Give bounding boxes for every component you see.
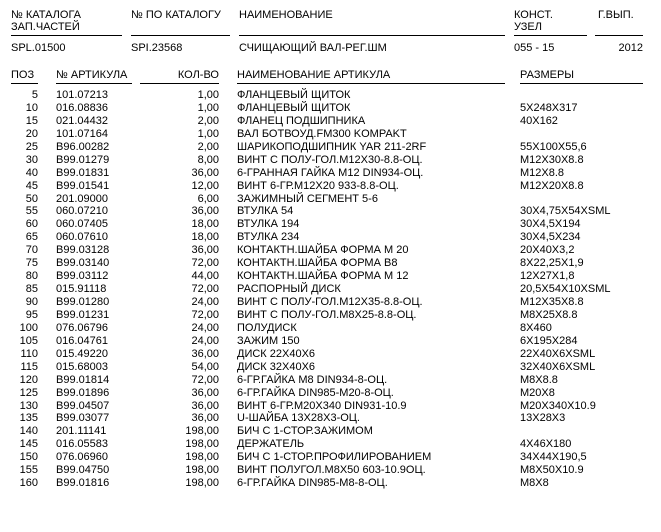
row-article: 016.08836 [56, 101, 108, 114]
table-row [0, 296, 661, 309]
row-article: B99.01816 [56, 477, 110, 490]
row-article: 060.07610 [56, 231, 108, 244]
table-row [0, 361, 661, 374]
column-underline [237, 83, 505, 84]
row-size: 34X44X190,5 [520, 451, 587, 464]
row-pos: 75 [25, 257, 38, 270]
row-article: 060.07210 [56, 205, 108, 218]
row-qty: 18,00 [191, 218, 219, 231]
table-row [0, 464, 661, 477]
row-article: 201.09000 [56, 192, 108, 205]
row-qty: 198,00 [185, 477, 219, 490]
row-pos: 25 [25, 140, 38, 153]
assembly-number: 055 - 15 [514, 42, 555, 54]
row-pos: 40 [25, 166, 38, 179]
table-row [0, 205, 661, 218]
row-pos: 60 [25, 218, 38, 231]
row-size: 12X27X1,8 [520, 270, 575, 283]
row-name: ЗАЖИМ 150 [237, 334, 300, 347]
row-name: РАСПОРНЫЙ ДИСК [237, 283, 341, 296]
table-row [0, 270, 661, 283]
row-article: 060.07405 [56, 218, 108, 231]
row-size: M12X30X8.8 [520, 153, 584, 166]
row-size: M8X25X8.8 [520, 308, 578, 321]
row-article: B99.01280 [56, 296, 110, 308]
row-qty: 72,00 [191, 283, 219, 296]
row-qty: 36,00 [191, 244, 219, 257]
row-qty: 72,00 [191, 373, 219, 386]
column-underline [11, 83, 38, 84]
row-size: M12X20X8.8 [520, 179, 584, 192]
row-qty: 1,00 [197, 101, 219, 114]
row-name: 6-ГР.ГАЙКА M8 DIN934-8-ОЦ. [237, 373, 388, 386]
table-row [0, 412, 661, 425]
row-article: 076.06960 [56, 451, 108, 464]
table-row [0, 231, 661, 244]
row-pos: 70 [25, 244, 38, 257]
row-qty: 24,00 [191, 296, 219, 308]
row-name: ВИНТ С ПОЛУ-ГОЛ.M8X25-8.8-ОЦ. [237, 308, 417, 321]
row-name: ДИСК 22X40X6 [237, 347, 316, 360]
row-size: 5X248X317 [520, 101, 578, 114]
row-size: 22X40X6XSML [520, 347, 596, 360]
header-underline [11, 35, 122, 36]
row-article: B99.01896 [56, 386, 110, 399]
row-size: 55X100X55,6 [520, 140, 587, 153]
row-name: ВИНТ С ПОЛУ-ГОЛ.M12X30-8.8-ОЦ. [237, 153, 423, 166]
row-pos: 45 [25, 179, 38, 192]
row-size: 6X195X284 [520, 334, 578, 347]
row-qty: 36,00 [191, 412, 219, 425]
row-qty: 36,00 [191, 166, 219, 179]
row-pos: 110 [20, 347, 38, 360]
name-label: НАИМЕНОВАНИЕ [239, 9, 333, 21]
row-name: БИЧ С 1-СТОР.ЗАЖИМОМ [237, 425, 373, 438]
row-size: 4X46X180 [520, 438, 572, 451]
catalog-ref: SPI.23568 [131, 42, 183, 54]
row-qty: 6,00 [197, 192, 219, 205]
row-name: ПОЛУДИСК [237, 321, 297, 334]
row-article: 201.11141 [56, 425, 107, 438]
row-size: M8X8 [520, 477, 549, 490]
row-size: 8X22,25X1,9 [520, 257, 584, 270]
table-row [0, 180, 661, 193]
row-pos: 155 [19, 464, 38, 477]
header-underline [514, 35, 587, 36]
row-article: B99.03140 [56, 257, 110, 270]
row-size: M20X8 [520, 386, 555, 399]
row-article: B99.03128 [56, 244, 110, 257]
row-name: ДИСК 32X40X6 [237, 360, 316, 373]
row-name: ВТУЛКА 194 [237, 218, 300, 231]
row-name: КОНТАКТН.ШАЙБА ФОРМА M 20 [237, 244, 409, 257]
row-size: M12X35X8.8 [520, 296, 584, 308]
row-article: 101.07164 [56, 127, 108, 140]
row-article: 021.04432 [56, 114, 108, 127]
row-qty: 36,00 [191, 205, 219, 218]
column-header-pos: ПОЗ [11, 69, 35, 81]
row-name: ВИНТ ПОЛУГОЛ.M8X50 603-10.9ОЦ. [237, 464, 426, 477]
table-row [0, 218, 661, 231]
table-row [0, 348, 661, 361]
row-size: 40X162 [520, 114, 558, 127]
row-name: ФЛАНЦЕВЫЙ ЩИТОК [237, 101, 351, 114]
row-pos: 100 [19, 321, 38, 334]
row-qty: 18,00 [191, 231, 219, 244]
table-row [0, 309, 661, 322]
row-name: КОНТАКТН.ШАЙБА ФОРМА B8 [237, 257, 398, 270]
row-pos: 115 [20, 360, 38, 373]
table-row [0, 322, 661, 335]
row-name: ВАЛ БОТВОУД.FM300 KOMPAKT [237, 127, 407, 140]
row-article: 016.04761 [56, 334, 108, 347]
table-row [0, 438, 661, 451]
header-underline [595, 35, 643, 36]
production-year: 2012 [618, 42, 643, 54]
parts-list [0, 89, 661, 490]
row-article: 015.68003 [56, 360, 108, 373]
row-article: B99.01814 [56, 373, 110, 386]
row-size: M20X340X10.9 [520, 399, 596, 412]
table-row [0, 115, 661, 128]
row-article: B99.01541 [56, 179, 110, 192]
row-name: КОНТАКТН.ШАЙБА ФОРМА M 12 [237, 270, 409, 283]
row-article: B96.00282 [56, 140, 110, 153]
row-size: 13X28X3 [520, 412, 566, 425]
row-article: B99.04750 [56, 464, 110, 477]
row-name: ВТУЛКА 54 [237, 205, 294, 218]
row-name: ШАРИКОПОДШИПНИК YAR 211-2RF [237, 140, 427, 153]
row-article: 015.91118 [56, 283, 107, 296]
catalog-no: SPL.01500 [11, 42, 66, 54]
row-qty: 24,00 [191, 321, 219, 334]
row-pos: 105 [19, 334, 38, 347]
table-row [0, 387, 661, 400]
row-name: БИЧ С 1-СТОР.ПРОФИЛИРОВАНИЕМ [237, 451, 432, 464]
row-name: ДЕРЖАТЕЛЬ [237, 438, 305, 451]
row-pos: 65 [25, 231, 38, 244]
header-underline [239, 35, 505, 36]
row-pos: 10 [25, 101, 38, 114]
row-size: 30X4,75X54XSML [520, 205, 611, 218]
catalog-ref-label: № ПО КАТАЛОГУ [131, 9, 221, 21]
catalog-no-label: № КАТАЛОГА ЗАП.ЧАСТЕЙ [11, 9, 82, 33]
row-qty: 198,00 [185, 464, 219, 477]
header-underline [131, 35, 230, 36]
row-qty: 198,00 [185, 451, 219, 464]
row-qty: 1,00 [197, 127, 219, 140]
row-size: 8X460 [520, 321, 552, 334]
table-row [0, 193, 661, 206]
row-qty: 72,00 [191, 308, 219, 321]
row-size: 20,5X54X10XSML [520, 283, 611, 296]
row-article: 101.07213 [56, 89, 108, 101]
row-article: 016.05583 [56, 438, 108, 451]
table-row [0, 400, 661, 413]
row-qty: 36,00 [191, 386, 219, 399]
row-qty: 12,00 [191, 179, 219, 192]
table-row [0, 335, 661, 348]
column-underline [520, 83, 643, 84]
row-qty: 198,00 [185, 425, 219, 438]
row-qty: 8,00 [197, 153, 219, 166]
row-pos: 15 [25, 114, 38, 127]
table-row [0, 451, 661, 464]
row-size: 32X40X6XSML [520, 360, 596, 373]
table-row [0, 244, 661, 257]
row-qty: 36,00 [191, 399, 219, 412]
row-qty: 36,00 [191, 347, 219, 360]
row-qty: 1,00 [197, 89, 219, 101]
row-pos: 55 [25, 205, 38, 218]
row-name: U-ШАЙБА 13X28X3-ОЦ. [237, 412, 360, 425]
row-pos: 90 [25, 296, 38, 308]
row-pos: 30 [25, 153, 38, 166]
row-pos: 150 [19, 451, 38, 464]
column-header-name: НАИМЕНОВАНИЕ АРТИКУЛА [237, 69, 391, 81]
column-header-article: № АРТИКУЛА [56, 69, 128, 81]
row-qty: 72,00 [191, 257, 219, 270]
row-qty: 2,00 [197, 140, 219, 153]
row-name: ВИНТ 6-ГР.M12X20 933-8.8-ОЦ. [237, 179, 399, 192]
row-size: 20X40X3,2 [520, 244, 575, 257]
table-row [0, 167, 661, 180]
table-row [0, 425, 661, 438]
row-name: ВИНТ С ПОЛУ-ГОЛ.M12X35-8.8-ОЦ. [237, 296, 423, 308]
row-size: M8X8.8 [520, 373, 558, 386]
table-row [0, 257, 661, 270]
row-name: 6-ГР.ГАЙКА DIN985-M8-8-ОЦ. [237, 477, 388, 490]
row-pos: 145 [19, 438, 38, 451]
row-pos: 50 [25, 192, 38, 205]
row-qty: 24,00 [191, 334, 219, 347]
row-article: B99.03077 [56, 412, 110, 425]
column-underline [140, 83, 219, 84]
row-size: M12X8.8 [520, 166, 565, 179]
table-row [0, 154, 661, 167]
table-row [0, 102, 661, 115]
table-row [0, 283, 661, 296]
row-pos: 5 [31, 89, 38, 101]
table-row [0, 374, 661, 387]
row-pos: 140 [19, 425, 38, 438]
row-name: ЗАЖИМНЫЙ СЕГМЕНТ 5-6 [237, 192, 378, 205]
row-qty: 44,00 [191, 270, 219, 283]
row-article: B99.04507 [56, 399, 110, 412]
table-row [0, 89, 661, 102]
row-pos: 135 [19, 412, 38, 425]
assembly-name: СЧИЩАЮЩИЙ ВАЛ-РЕГ.ШМ [239, 42, 387, 54]
row-pos: 80 [25, 270, 38, 283]
column-underline [56, 83, 132, 84]
row-name: ВТУЛКА 234 [237, 231, 300, 244]
row-size: 30X4,5X234 [520, 231, 581, 244]
row-size: 30X4,5X194 [520, 218, 581, 231]
assembly-label: КОНСТ. УЗЕЛ [514, 9, 553, 33]
row-size: M8X50X10.9 [520, 464, 584, 477]
row-name: ФЛАНЕЦ ПОДШИПНИКА [237, 114, 366, 127]
row-pos: 125 [19, 386, 38, 399]
row-pos: 95 [25, 308, 38, 321]
column-header-size: РАЗМЕРЫ [520, 69, 575, 81]
row-pos: 120 [19, 373, 38, 386]
row-name: 6-ГРАННАЯ ГАЙКА M12 DIN934-ОЦ. [237, 166, 424, 179]
table-row [0, 477, 661, 490]
row-qty: 2,00 [197, 114, 219, 127]
row-pos: 85 [25, 283, 38, 296]
row-pos: 160 [19, 477, 38, 490]
table-row [0, 128, 661, 141]
row-pos: 20 [25, 127, 38, 140]
row-article: B99.01831 [56, 166, 110, 179]
row-pos: 130 [19, 399, 38, 412]
table-row [0, 141, 661, 154]
row-article: B99.01231 [56, 308, 110, 321]
row-name: ФЛАНЦЕВЫЙ ЩИТОК [237, 89, 351, 101]
row-article: B99.03112 [56, 270, 109, 283]
year-label: Г.ВЫП. [598, 9, 634, 21]
row-qty: 198,00 [185, 438, 219, 451]
row-qty: 54,00 [191, 360, 219, 373]
row-article: 015.49220 [56, 347, 108, 360]
column-header-qty: КОЛ-ВО [177, 69, 219, 81]
row-name: 6-ГР.ГАЙКА DIN985-M20-8-ОЦ. [237, 386, 394, 399]
row-name: ВИНТ 6-ГР.M20X340 DIN931-10.9 [237, 399, 407, 412]
row-article: B99.01279 [56, 153, 110, 166]
row-article: 076.06796 [56, 321, 108, 334]
